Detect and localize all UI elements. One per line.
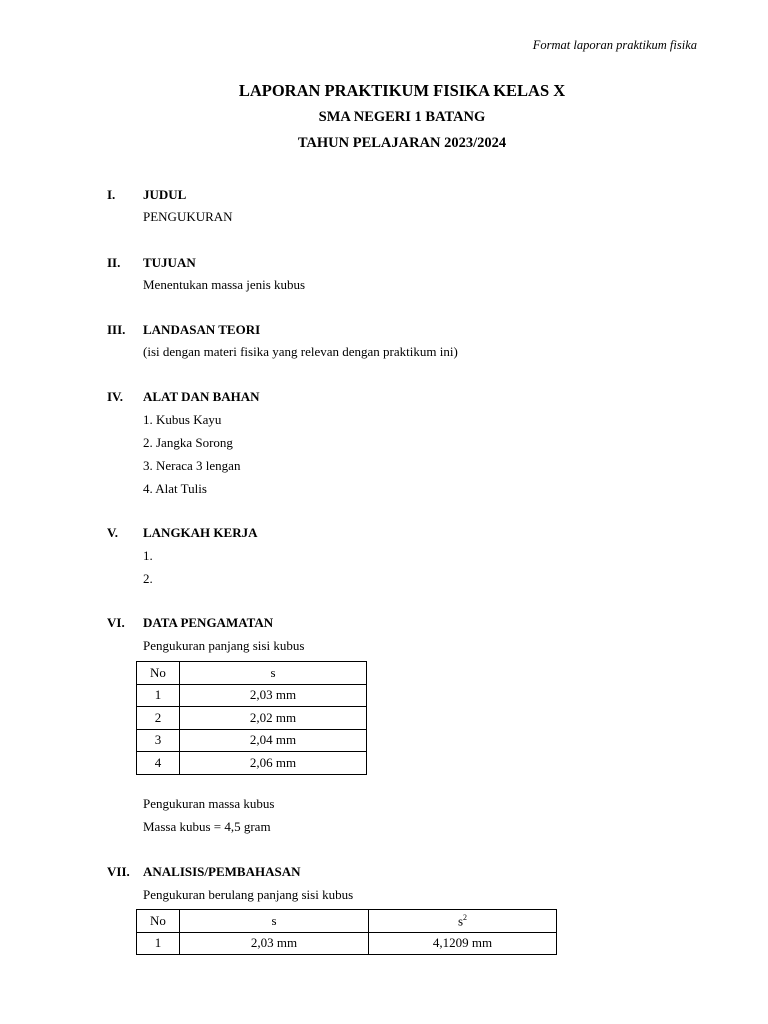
section-1-heading: JUDUL: [143, 187, 187, 202]
report-title: [0, 78, 768, 156]
table-cell: 4: [137, 752, 180, 775]
list-item: 3. Neraca 3 lengan: [143, 458, 241, 473]
list-item: 4. Alat Tulis: [143, 481, 207, 496]
list-item: 2. Jangka Sorong: [143, 435, 233, 450]
table-cell: 1: [137, 932, 180, 955]
section-3-heading: LANDASAN TEORI: [143, 322, 261, 337]
table-cell: 3: [137, 729, 180, 752]
table-cell: 2,04 mm: [180, 729, 367, 752]
mass-caption: Pengukuran massa kubus: [143, 796, 275, 811]
repeated-measurement-table: [136, 909, 557, 955]
section-5-number: V.: [107, 525, 118, 540]
table-header-cell: [369, 910, 557, 933]
section-7-heading: ANALISIS/PEMBAHASAN: [143, 864, 301, 879]
section-1-number: I.: [107, 187, 116, 202]
list-item: 1. Kubus Kayu: [143, 412, 222, 427]
table-header-row: [137, 662, 367, 685]
header-note: Format laporan praktikum fisika: [532, 38, 697, 52]
table-header-cell: s: [180, 662, 367, 685]
table-row: [137, 932, 557, 955]
section-2-number: II.: [107, 255, 121, 270]
table-cell: 4,1209 mm: [369, 932, 557, 955]
section-3-body: (isi dengan materi fisika yang relevan dengan praktikum ini): [143, 344, 458, 359]
side-length-table: [136, 661, 367, 775]
table-row: [137, 707, 367, 730]
table-header-cell: s: [180, 910, 369, 933]
section-6-heading: DATA PENGAMATAN: [143, 615, 274, 630]
mass-value: Massa kubus = 4,5 gram: [143, 819, 271, 834]
section-1-body: PENGUKURAN: [143, 209, 233, 224]
s-squared-exponent: 2: [463, 912, 468, 922]
section-2-body: Menentukan massa jenis kubus: [143, 277, 306, 292]
table-cell: 2,03 mm: [180, 932, 369, 955]
title-line-2: SMA NEGERI 1 BATANG: [318, 109, 486, 125]
title-line-1: LAPORAN PRAKTIKUM FISIKA KELAS X: [238, 81, 566, 100]
table-caption: Pengukuran panjang sisi kubus: [143, 638, 305, 653]
section-6-number: VI.: [107, 615, 125, 630]
table-row: [137, 729, 367, 752]
table-cell: 2,02 mm: [180, 707, 367, 730]
table-row: [137, 684, 367, 707]
section-3-number: III.: [107, 322, 126, 337]
title-line-3: TAHUN PELAJARAN 2023/2024: [297, 135, 507, 151]
section-4-number: IV.: [107, 389, 124, 404]
table-header-row: [137, 910, 557, 933]
list-item: 1.: [143, 548, 153, 563]
table-row: [137, 752, 367, 775]
table-caption: Pengukuran berulang panjang sisi kubus: [143, 887, 354, 902]
s-squared-base: s: [457, 912, 464, 928]
section-4-heading: ALAT DAN BAHAN: [143, 389, 260, 404]
table-cell: 2,06 mm: [180, 752, 367, 775]
list-item: 2.: [143, 571, 153, 586]
section-5-heading: LANGKAH KERJA: [143, 525, 258, 540]
table-cell: 2: [137, 707, 180, 730]
table-cell: 2,03 mm: [180, 684, 367, 707]
table-cell: 1: [137, 684, 180, 707]
section-7-number: VII.: [107, 864, 130, 879]
table-header-cell: No: [137, 662, 180, 685]
section-2-heading: TUJUAN: [143, 255, 196, 270]
table-header-cell: No: [137, 910, 180, 933]
